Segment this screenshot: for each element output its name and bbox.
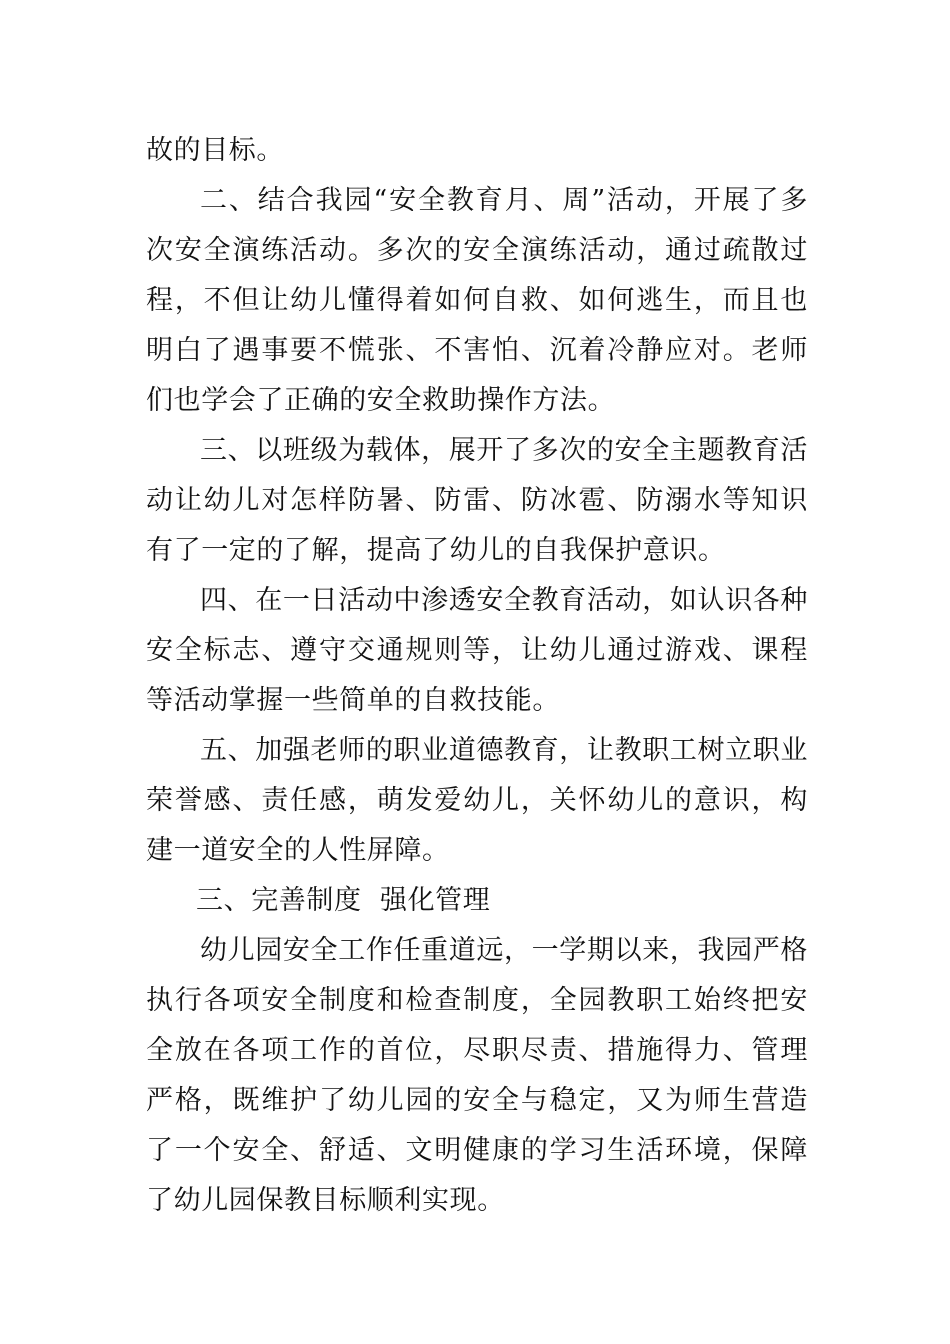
section-heading: 三、完善制度 强化管理: [196, 885, 491, 916]
paragraph-item-3: 三、以班级为载体，展开了多次的安全主题教育活动让幼儿对怎样防暑、防雷、防冰雹、防溺水等知识有了一定的了解，提高了幼儿的自我保护意识。: [146, 435, 808, 566]
paragraph-item-4: 四、在一日活动中渗透安全教育活动，如认识各种安全标志、遵守交通规则等，让幼儿通过游戏、课程等活动掌握一些简单的自救技能。: [146, 585, 808, 716]
paragraph-item-2: 二、结合我园“安全教育月、周”活动，开展了多次安全演练活动。多次的安全演练活动，通过疏散过程，不但让幼儿懂得着如何自救、如何逃生，而且也明白了遇事要不慌张、不害怕、沉着冷静应对。老师们也学会了正确的安全救助操作方法。: [146, 185, 808, 416]
document-body: [146, 126, 808, 1226]
paragraph-item-5: 五、加强老师的职业道德教育，让教职工树立职业荣誉感、责任感，萌发爱幼儿，关怀幼儿的意识，构建一道安全的人性屏障。: [146, 735, 808, 866]
paragraph-summary: 幼儿园安全工作任重道远，一学期以来，我园严格执行各项安全制度和检查制度，全园教职工始终把安全放在各项工作的首位，尽职尽责、措施得力、管理严格，既维护了幼儿园的安全与稳定，又为师生营造了一个安全、舒适、文明健康的学习生活环境，保障了幼儿园保教目标顺利实现。: [146, 935, 808, 1216]
paragraph-continuation: 故的目标。: [146, 135, 284, 166]
